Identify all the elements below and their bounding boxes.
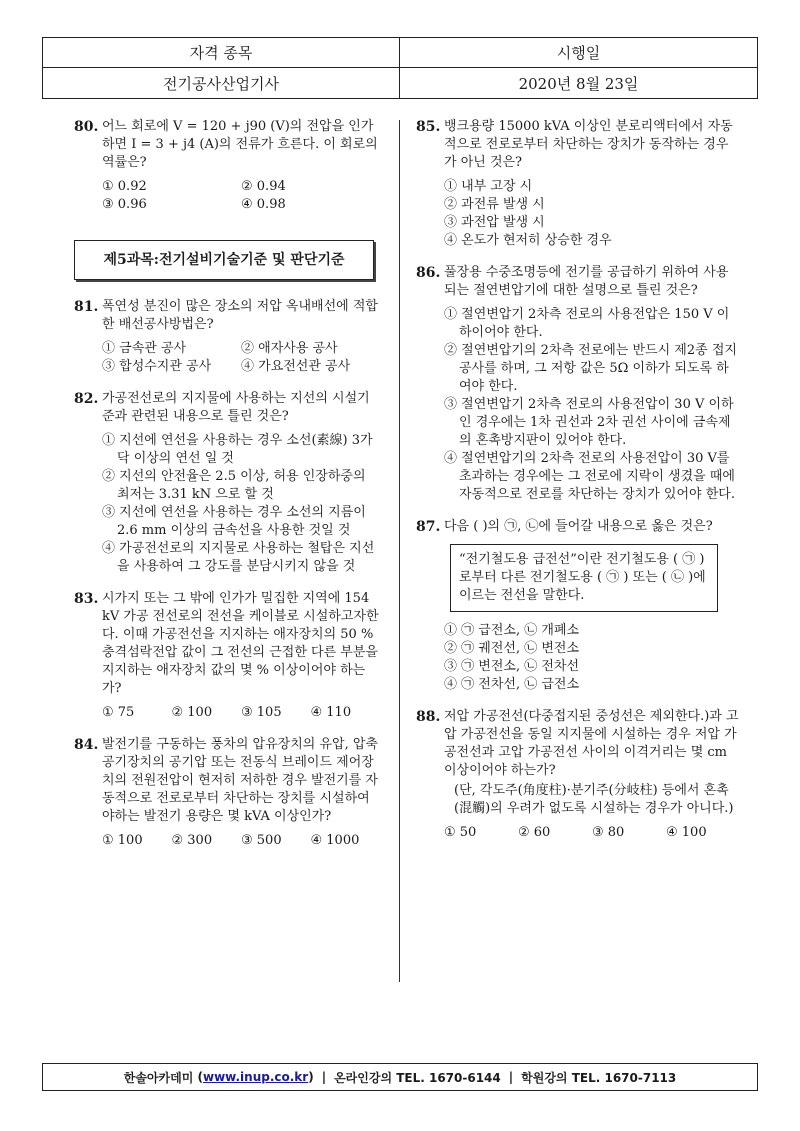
question-text: 저압 가공전선(다중접지된 중성선은 제외한다.)과 고압 가공전선을 동일 지지물에 시설하는 경우 저압 가공전선과 고압 가공전선 사이의 이격거리는 몇 cm 이상이어야 하는가? [444, 709, 739, 778]
option-4[interactable]: ④ 100 [666, 825, 707, 840]
answer-options [444, 178, 740, 250]
header-date-label: 시행일 [400, 38, 757, 68]
question-number: 86. [416, 265, 441, 281]
option-4[interactable]: ④ 절연변압기의 2차측 전로의 사용전압이 30 V를 초과하는 경우에는 그 전로에 지락이 생겼을 때에 자동적으로 전로를 차단하는 장치가 있어야 한다. [444, 451, 735, 502]
option-1[interactable]: ① 0.92 [102, 179, 147, 194]
option-3[interactable]: ③ 0.96 [102, 197, 147, 212]
option-4[interactable]: ④ 0.98 [241, 197, 286, 212]
answer-options [444, 622, 740, 694]
option-4[interactable]: ④ 1000 [310, 833, 360, 848]
option-1[interactable]: ① 50 [444, 825, 477, 840]
question-text: 폭연성 분진이 많은 장소의 저압 옥내배선에 적합한 배선공사방법은? [102, 299, 378, 332]
question-80 [74, 118, 380, 214]
question-number: 83. [74, 591, 99, 607]
separator: | [321, 1070, 327, 1084]
answer-options [444, 824, 740, 842]
option-3[interactable]: ③ 80 [592, 825, 625, 840]
question-81 [74, 298, 380, 376]
answer-options [102, 178, 380, 214]
online-phone: 온라인강의 TEL. 1670-6144 [334, 1070, 501, 1085]
paren-close: ) [308, 1070, 314, 1084]
option-4[interactable]: ④ 가공전선로의 지지물로 사용하는 철탑은 지선을 사용하여 그 강도를 분담시키지 않을 것 [102, 541, 375, 574]
option-4[interactable]: ④ 110 [310, 705, 352, 720]
answer-options [102, 832, 380, 850]
option-2[interactable]: ② 100 [171, 705, 213, 720]
option-2[interactable]: ② 300 [171, 833, 213, 848]
question-82 [74, 390, 380, 576]
question-84 [74, 736, 380, 850]
option-3[interactable]: ③ 500 [241, 833, 282, 848]
right-column [416, 118, 740, 856]
academy-name: 한솔아카데미 [123, 1070, 194, 1085]
question-number: 87. [416, 519, 441, 535]
option-1[interactable]: ① 금속관 공사 [102, 341, 187, 356]
academy-website-link[interactable]: www.inup.co.kr [202, 1070, 309, 1084]
question-text: 다음 ( )의 ㉠, ㉡에 들어갈 내용으로 옳은 것은? [444, 519, 713, 534]
option-1[interactable]: ① 절연변압기 2차측 전로의 사용전압은 150 V 이하이어야 한다. [444, 307, 730, 340]
option-1[interactable]: ① 100 [102, 833, 143, 848]
option-2[interactable]: ② ㉠ 궤전선, ㉡ 변전소 [444, 641, 580, 656]
option-2[interactable]: ② 절연변압기의 2차측 전로에는 반드시 제2종 접지공사를 하며, 그 저항 값은 5Ω 이하가 되도록 하여야 한다. [444, 343, 737, 394]
option-2[interactable]: ② 지선의 안전율은 2.5 이상, 허용 인장하중의 최저는 3.31 kN 으로 할 것 [102, 469, 366, 502]
question-text: 어느 회로에 V = 120 + j90 (V)의 전압을 인가하면 I = 3 + j4 (A)의 전류가 흐른다. 이 회로의 역률은? [102, 119, 378, 170]
question-text: 발전기를 구동하는 풍차의 압유장치의 유압, 압축공기장치의 공기압 또는 전동식 브레이드 제어장치의 전원전압이 현저히 저하한 경우 발전기를 자동적으로 전로로부터 차단하는 장치를 시설하여야하는 발전기 용량은 몇 kVA 이상인가? [102, 737, 378, 824]
question-86 [416, 264, 740, 504]
option-2[interactable]: ② 60 [518, 825, 551, 840]
option-2[interactable]: ② 0.94 [241, 179, 286, 194]
answer-options [444, 306, 740, 504]
question-text: 풀장용 수중조명등에 전기를 공급하기 위하여 사용되는 절연변압기에 대한 설명으로 틀린 것은? [444, 265, 729, 298]
question-88 [416, 708, 740, 842]
question-number: 80. [74, 119, 99, 135]
separator: | [508, 1070, 514, 1084]
option-3[interactable]: ③ 과전압 발생 시 [444, 215, 545, 230]
option-4[interactable]: ④ ㉠ 전차선, ㉡ 급전소 [444, 677, 580, 692]
question-text: 뱅크용량 15000 kVA 이상인 분로리액터에서 자동적으로 전로로부터 차단하는 장치가 동작하는 경우가 아닌 것은? [444, 119, 733, 170]
option-1[interactable]: ① ㉠ 급전소, ㉡ 개폐소 [444, 623, 580, 638]
option-3[interactable]: ③ 105 [241, 705, 282, 720]
header-subject-value: 전기공사산업기사 [43, 68, 400, 98]
question-number: 84. [74, 737, 99, 753]
option-2[interactable]: ② 과전류 발생 시 [444, 197, 545, 212]
question-85 [416, 118, 740, 250]
question-87 [416, 518, 740, 694]
option-1[interactable]: ① 내부 고장 시 [444, 179, 533, 194]
answer-options [102, 340, 380, 376]
answer-options [102, 432, 380, 576]
option-3[interactable]: ③ ㉠ 변전소, ㉡ 전차선 [444, 659, 580, 674]
subject-section-title: 제5과목:전기설비기술기준 및 판단기준 [74, 240, 374, 280]
question-text: 가공전선로의 지지물에 사용하는 지선의 시설기준과 관련된 내용으로 틀린 것은? [102, 391, 370, 424]
paren-open: ( [193, 1070, 203, 1084]
option-4[interactable]: ④ 가요전선관 공사 [241, 359, 351, 374]
option-2[interactable]: ② 애자사용 공사 [241, 341, 338, 356]
option-1[interactable]: ① 75 [102, 705, 135, 720]
question-83 [74, 590, 380, 722]
offline-phone: 학원강의 TEL. 1670-7113 [521, 1070, 677, 1085]
exam-header-table [42, 37, 758, 99]
column-divider [399, 120, 400, 982]
question-note: (단, 각도주(角度柱)·분기주(分岐柱) 등에서 혼촉(混觸)의 우려가 없도록 시설하는 경우가 아니다.) [454, 783, 734, 816]
option-3[interactable]: ③ 지선에 연선을 사용하는 경우 소선의 지름이 2.6 mm 이상의 금속선을 사용한 것일 것 [102, 505, 366, 538]
question-number: 88. [416, 709, 441, 725]
page-footer [42, 1063, 758, 1091]
option-3[interactable]: ③ 합성수지관 공사 [102, 359, 212, 374]
option-4[interactable]: ④ 온도가 현저히 상승한 경우 [444, 233, 612, 248]
left-column [74, 118, 380, 864]
definition-box: “전기철도용 급전선”이란 전기철도용 ( ㉠ )로부터 다른 전기철도용 ( ㉠ ) 또는 ( ㉡ )에 이르는 전선을 말한다. [450, 544, 718, 612]
question-number: 85. [416, 119, 441, 135]
header-date-value: 2020년 8월 23일 [518, 74, 639, 93]
question-number: 81. [74, 299, 99, 315]
option-3[interactable]: ③ 절연변압기 2차측 전로의 사용전압이 30 V 이하인 경우에는 1차 권선과 2차 권선 사이에 금속제의 혼촉방지판이 있어야 한다. [444, 397, 734, 448]
option-1[interactable]: ① 지선에 연선을 사용하는 경우 소선(素線) 3가닥 이상의 연선 일 것 [102, 433, 373, 466]
question-text: 시가지 또는 그 밖에 인가가 밀집한 지역에 154 kV 가공 전선로의 전선을 케이블로 시설하고자한다. 이때 가공전선을 지지하는 애자장치의 50 % 충격섬락전압 값이 그 전선의 근접한 다른 부분을 지지하는 애자장치 값의 몇 % 이상이어야 하는가? [102, 591, 379, 696]
answer-options [102, 704, 380, 722]
question-number: 82. [74, 391, 99, 407]
header-subject-label: 자격 종목 [43, 38, 400, 68]
